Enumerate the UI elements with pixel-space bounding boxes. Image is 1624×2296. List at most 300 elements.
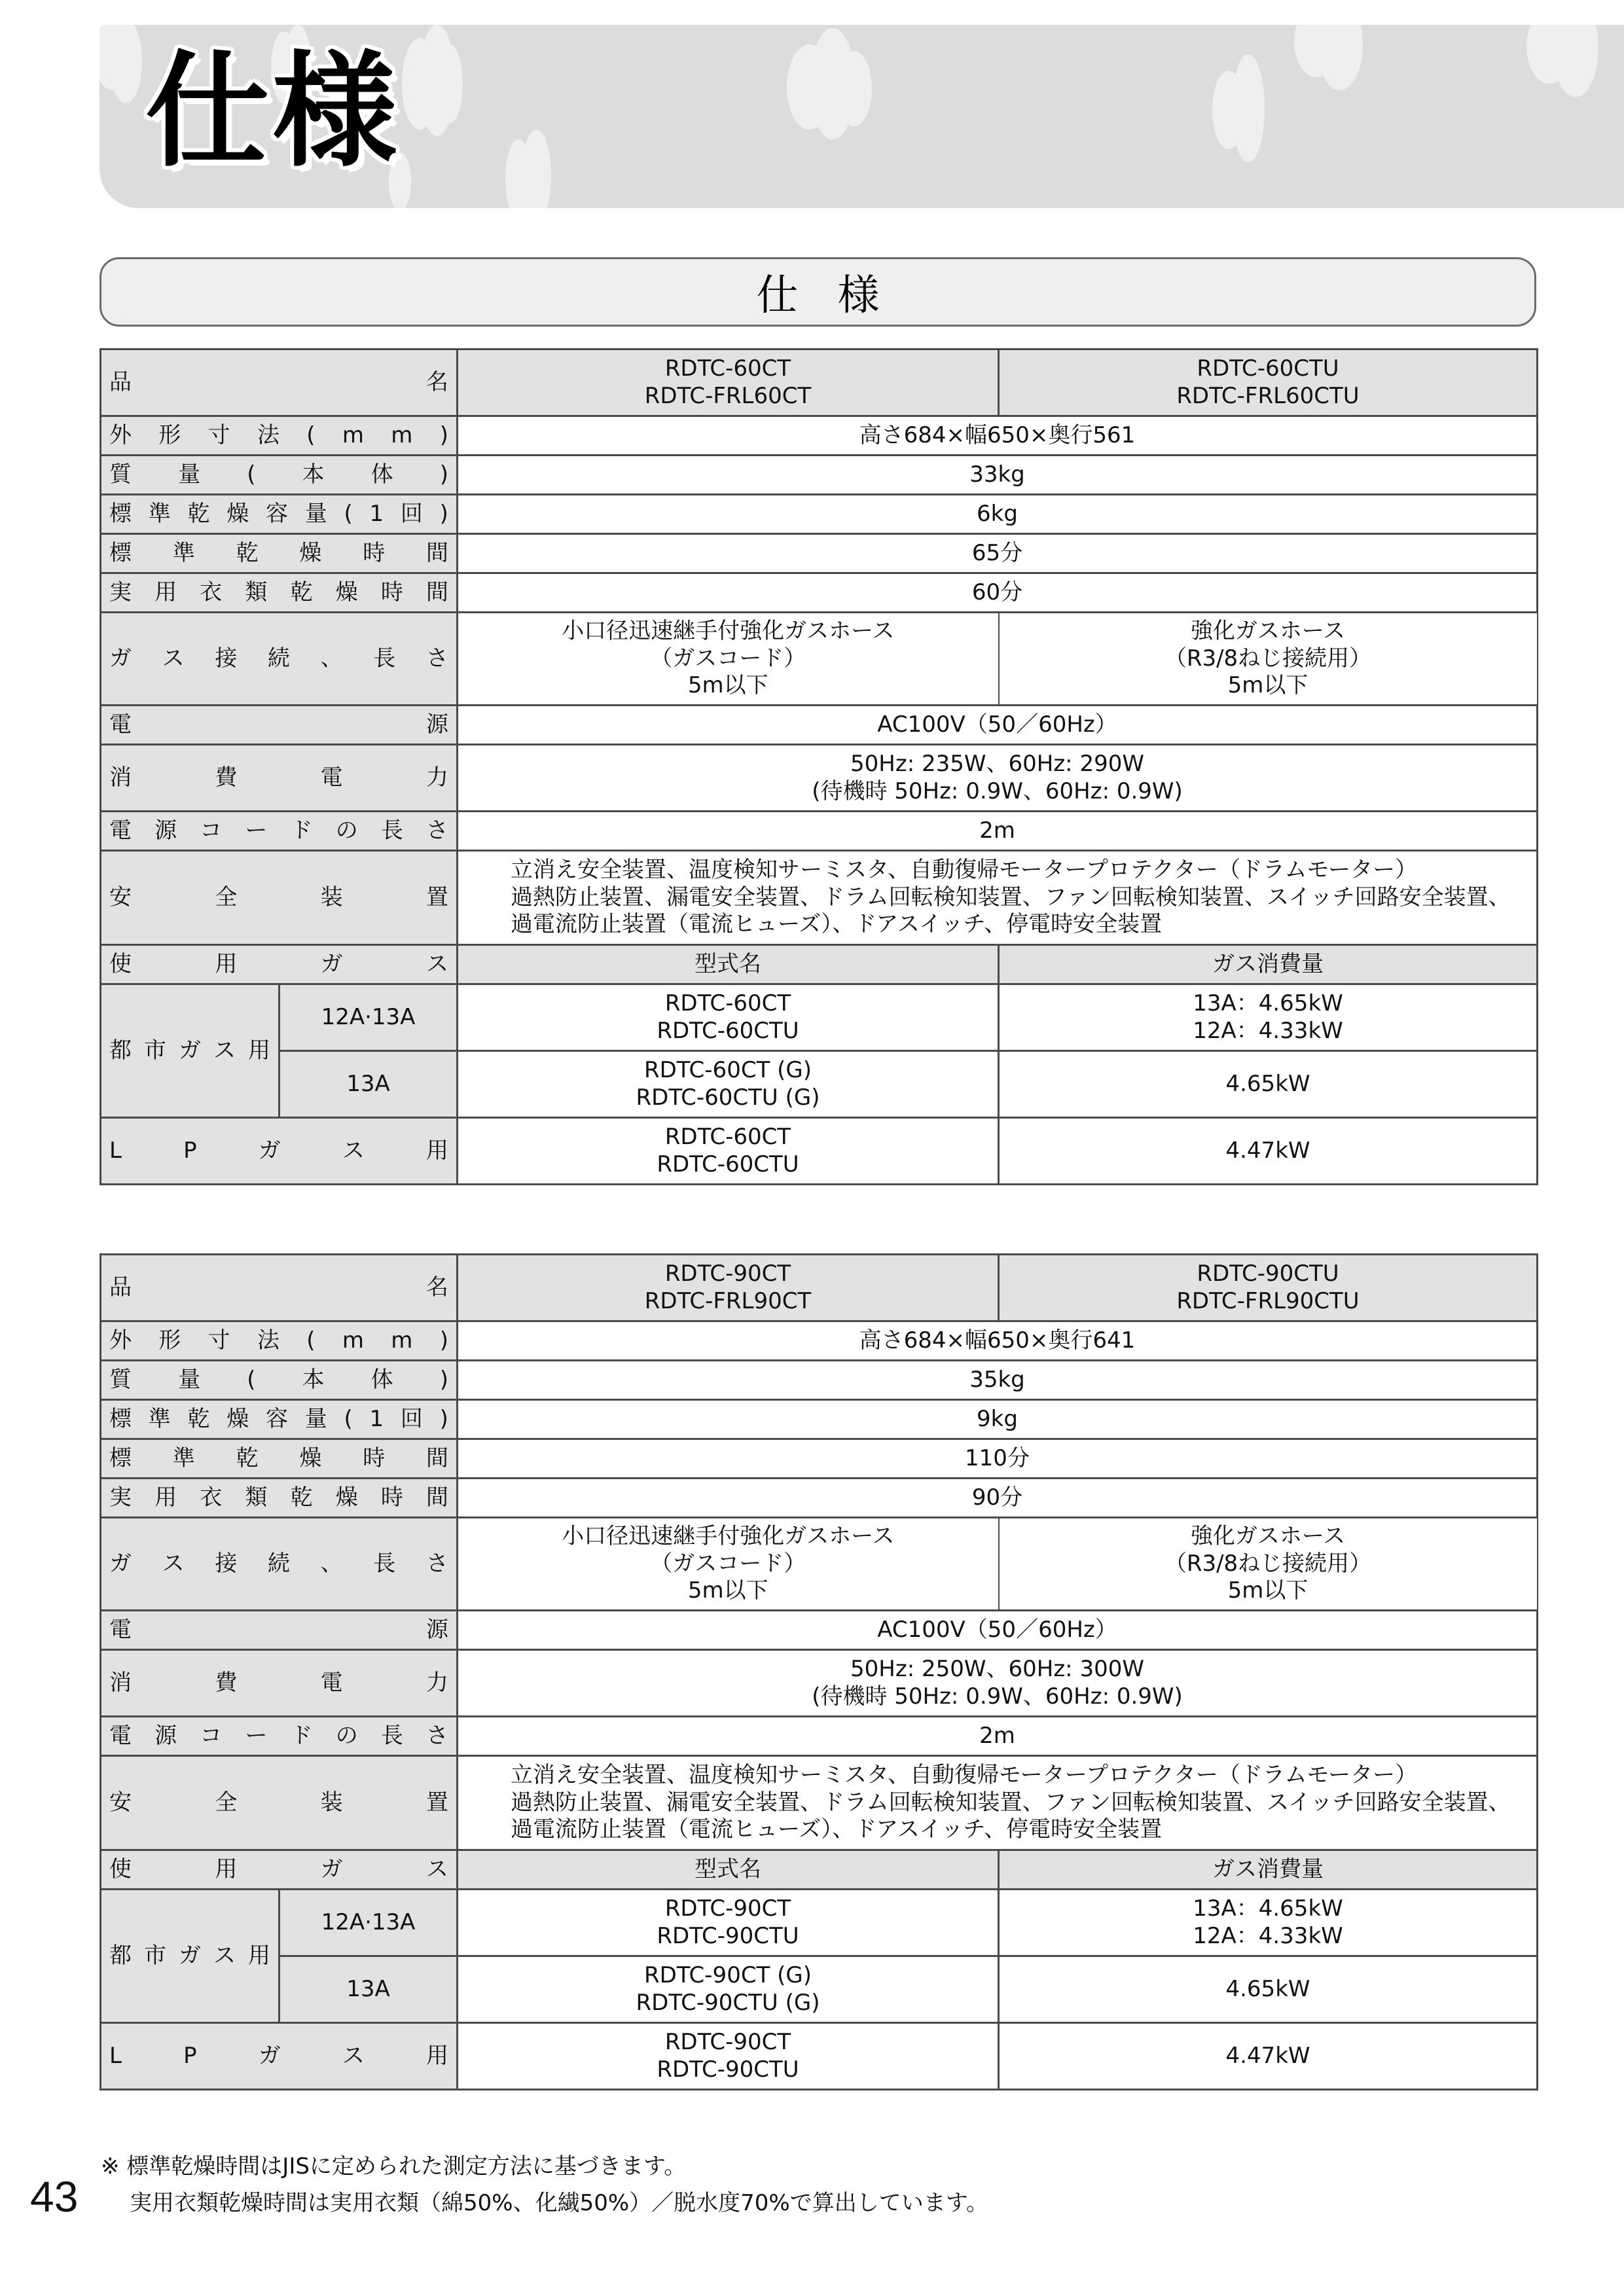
label-char: 質 xyxy=(109,1366,132,1393)
row-capacity xyxy=(101,495,1538,534)
label-char: m xyxy=(342,422,364,448)
label-char: ガ xyxy=(179,1942,201,1969)
label-char: ) xyxy=(439,500,448,527)
label-char: 量 xyxy=(304,500,327,527)
dimensions-label-chars xyxy=(109,1327,448,1354)
text-line: 小口径迅速継手付強化ガスホース xyxy=(562,1523,895,1550)
label-char: 長 xyxy=(380,1722,403,1749)
row-lp-gas xyxy=(101,2023,1538,2090)
model-name: RDTC-FRL60CT xyxy=(644,382,812,409)
power-consumption-label xyxy=(101,745,458,812)
model-name: RDTC-90CTU xyxy=(1197,1261,1339,1287)
row-power-source xyxy=(101,706,1538,745)
text-line: 5m以下 xyxy=(687,1577,768,1604)
safety-devices-value xyxy=(458,851,1538,945)
cloud-decoration xyxy=(1232,54,1265,162)
model-name: RDTC-60CTU (G) xyxy=(636,1084,820,1111)
model-name: RDTC-60CTU xyxy=(657,1151,799,1177)
row-gas-connection xyxy=(101,613,1538,706)
label-char: ス xyxy=(342,1137,365,1164)
label-char: m xyxy=(342,1327,364,1354)
weight-label-chars xyxy=(109,1367,448,1393)
product-name-label-chars xyxy=(109,1274,448,1301)
label-char: 用 xyxy=(248,1037,270,1064)
model-name: RDTC-FRL60CTU xyxy=(1176,382,1360,409)
label-char: 時 xyxy=(363,539,386,566)
standard-drying-time-label xyxy=(101,1439,458,1479)
label-char: 源 xyxy=(154,1722,177,1749)
label-char: 外 xyxy=(109,1327,132,1354)
label-char: 質 xyxy=(109,461,132,488)
row-product-name xyxy=(101,1255,1538,1321)
model-name: RDTC-60CTU xyxy=(657,1017,799,1044)
power-source-label-chars xyxy=(109,1617,448,1643)
label-char: 接 xyxy=(215,645,238,672)
label-char: ) xyxy=(439,1327,448,1354)
spec-table-60 xyxy=(99,348,1538,1185)
label-char: 使 xyxy=(109,950,132,977)
label-char: 容 xyxy=(266,1405,288,1432)
section-title: 仕様 xyxy=(756,272,919,320)
label-char: 標 xyxy=(109,1444,132,1471)
label-char: 源 xyxy=(154,817,177,844)
dimensions-label-chars xyxy=(109,422,448,449)
label-char: 法 xyxy=(257,1327,280,1354)
standard-drying-time-value: 65分 xyxy=(458,534,1538,573)
row-gas-type-header xyxy=(101,1850,1538,1890)
label-char: 間 xyxy=(425,539,448,566)
text-line: (待機時 50Hz: 0.9W、60Hz: 0.9W) xyxy=(812,778,1183,804)
label-char: 量 xyxy=(178,1366,201,1393)
product-name-label xyxy=(101,1255,458,1321)
header-band xyxy=(99,25,1624,208)
label-char: 乾 xyxy=(290,579,313,605)
safety-devices-label xyxy=(101,1756,458,1850)
gas-consumption-cell: 4.65kW xyxy=(999,1956,1538,2023)
row-city-gas-12a13a xyxy=(101,1890,1538,1956)
cord-length-label-chars xyxy=(109,817,448,844)
model-name: RDTC-90CTU xyxy=(657,2056,799,2083)
standard-drying-time-label-chars xyxy=(109,1445,448,1472)
spec-table-90 xyxy=(99,1253,1538,2090)
text-line: 立消え安全装置、温度検知サーミスタ、自動復帰モータープロテクター（ドラムモーター） xyxy=(511,857,1418,884)
text-line: 50Hz: 250W、60Hz: 300W xyxy=(850,1656,1144,1683)
gas-subtype: 13A xyxy=(280,1956,458,2023)
power-consumption-label xyxy=(101,1650,458,1717)
label-char: 電 xyxy=(109,817,132,844)
model-name: RDTC-90CT xyxy=(664,1895,791,1922)
model-name: RDTC-60CTU xyxy=(1197,355,1339,382)
label-char: 間 xyxy=(425,1444,448,1471)
cloud-decoration xyxy=(522,130,551,208)
label-char: 時 xyxy=(363,1444,386,1471)
power-source-label xyxy=(101,706,458,745)
label-char: さ xyxy=(425,1722,448,1749)
gas-model-cell xyxy=(458,984,999,1051)
label-char: ス xyxy=(425,950,448,977)
practical-drying-time-value: 60分 xyxy=(458,573,1538,613)
cloud-decoration xyxy=(1553,25,1598,97)
label-char: ド xyxy=(290,1722,313,1749)
city-gas-label-chars xyxy=(109,1943,270,1969)
label-char: 安 xyxy=(109,1789,132,1816)
label-char: P xyxy=(183,1137,197,1164)
gas-consumption-cell: 4.47kW xyxy=(999,2023,1538,2090)
label-char: P xyxy=(183,2042,197,2069)
label-char: コ xyxy=(200,817,223,844)
label-char: 、 xyxy=(320,645,343,672)
city-gas-label-chars xyxy=(109,1037,270,1064)
label-char: 容 xyxy=(266,500,288,527)
label-char: 名 xyxy=(426,368,448,395)
gas-model-cell xyxy=(458,1118,999,1185)
label-char: 体 xyxy=(370,461,393,488)
label-char: 標 xyxy=(109,1405,132,1432)
model-type-header: 型式名 xyxy=(458,1850,999,1890)
dimensions-label xyxy=(101,1321,458,1361)
label-char: 電 xyxy=(320,1669,343,1696)
label-char: ド xyxy=(290,817,313,844)
label-char: ( xyxy=(247,1366,256,1393)
label-char: 燥 xyxy=(335,1484,358,1511)
power-consumption-value xyxy=(458,745,1538,812)
section-header xyxy=(99,257,1536,327)
label-char: 燥 xyxy=(226,1405,249,1432)
model-name: RDTC-FRL90CTU xyxy=(1176,1287,1360,1314)
label-char: ス xyxy=(213,1037,236,1064)
label-char: ( xyxy=(344,500,353,527)
label-char: ガ xyxy=(258,2042,281,2069)
standard-drying-time-label xyxy=(101,534,458,573)
note-line-2: 実用衣類乾燥時間は実用衣類（綿50%、化繊50%）／脱水度70%で算出しています。 xyxy=(130,2190,988,2216)
text-line: （ガスコード） xyxy=(650,645,806,672)
label-char: ガ xyxy=(320,1856,343,1882)
standard-drying-time-value: 110分 xyxy=(458,1439,1538,1479)
label-char: 費 xyxy=(215,764,238,791)
standard-drying-time-label-chars xyxy=(109,540,448,567)
label-char: 乾 xyxy=(236,539,259,566)
label-char: ガ xyxy=(320,950,343,977)
label-char: ( xyxy=(306,422,316,448)
label-char: ス xyxy=(213,1942,236,1969)
row-power-source xyxy=(101,1611,1538,1650)
label-char: ( xyxy=(306,1327,316,1354)
label-char: 名 xyxy=(426,1274,448,1300)
gas-consumption-header: ガス消費量 xyxy=(999,945,1538,984)
label-char: ) xyxy=(439,1405,448,1432)
model-cell-1 xyxy=(458,1255,999,1321)
label-char: 準 xyxy=(172,1444,195,1471)
text-line: 立消え安全装置、温度検知サーミスタ、自動復帰モータープロテクター（ドラムモーター） xyxy=(511,1762,1418,1789)
label-char: 衣 xyxy=(200,1484,223,1511)
row-practical-drying-time xyxy=(101,573,1538,613)
label-char: 用 xyxy=(215,1856,238,1882)
weight-label-chars xyxy=(109,461,448,488)
label-char: 寸 xyxy=(208,422,230,448)
gas-connection-label xyxy=(101,613,458,706)
label-char: 回 xyxy=(400,1405,423,1432)
gas-consumption-cell xyxy=(999,1890,1538,1956)
label-char: さ xyxy=(425,1550,448,1577)
text-line: (待機時 50Hz: 0.9W、60Hz: 0.9W) xyxy=(812,1683,1183,1710)
label-char: 量 xyxy=(304,1405,327,1432)
weight-label xyxy=(101,1361,458,1400)
label-char: 実 xyxy=(109,579,132,605)
label-char: 源 xyxy=(426,711,448,738)
label-char: ス xyxy=(162,1550,185,1577)
row-city-gas-13a xyxy=(101,1956,1538,2023)
label-char: 衣 xyxy=(200,579,223,605)
model-name: RDTC-90CT (G) xyxy=(643,1962,812,1989)
label-char: 装 xyxy=(320,1789,343,1816)
text-line: （ガスコード） xyxy=(650,1550,806,1577)
label-char: 本 xyxy=(302,461,325,488)
text-line: 強化ガスホース xyxy=(1190,1523,1346,1550)
label-char: 電 xyxy=(109,1722,132,1749)
capacity-label-chars xyxy=(109,501,448,528)
gas-model-cell xyxy=(458,1956,999,2023)
label-char: ガ xyxy=(179,1037,201,1064)
power-source-label xyxy=(101,1611,458,1650)
gas-consumption-header: ガス消費量 xyxy=(999,1850,1538,1890)
label-char: ( xyxy=(247,461,256,488)
cord-length-label xyxy=(101,1717,458,1756)
text-line: 過電流防止装置（電流ヒューズ）、ドアスイッチ、停電時安全装置 xyxy=(511,911,1163,938)
label-char: 時 xyxy=(380,579,403,605)
weight-label xyxy=(101,456,458,495)
label-char: ) xyxy=(439,1366,448,1393)
note-line-1: ※ 標準乾燥時間はJISに定められた測定方法に基づきます。 xyxy=(101,2153,687,2179)
product-name-label xyxy=(101,350,458,416)
label-char: ー xyxy=(245,1722,268,1749)
power-consumption-label-chars xyxy=(109,764,448,791)
label-char: 乾 xyxy=(290,1484,313,1511)
cloud-decoration xyxy=(1317,25,1363,90)
page-number: 43 xyxy=(30,2172,79,2221)
label-char: 体 xyxy=(370,1366,393,1393)
gas-model-cell xyxy=(458,1051,999,1118)
consumption-value: 13A：4.65kW xyxy=(1193,990,1343,1017)
practical-drying-time-value: 90分 xyxy=(458,1479,1538,1518)
label-char: 力 xyxy=(425,1669,448,1696)
text-line: 過熱防止装置、漏電安全装置、ドラム回転検知装置、ファン回転検知装置、スイッチ回路安全装置、 xyxy=(511,1789,1511,1816)
row-dimensions xyxy=(101,416,1538,456)
label-char: 標 xyxy=(109,539,132,566)
label-char: 源 xyxy=(426,1616,448,1643)
row-weight xyxy=(101,456,1538,495)
cord-length-label-chars xyxy=(109,1723,448,1749)
text-line: 5m以下 xyxy=(1227,672,1308,699)
label-char: 力 xyxy=(425,764,448,791)
dimensions-label xyxy=(101,416,458,456)
label-char: 用 xyxy=(154,579,177,605)
safety-devices-label xyxy=(101,851,458,945)
cloud-decoration xyxy=(109,25,142,103)
safety-devices-value xyxy=(458,1756,1538,1850)
text-line: 過電流防止装置（電流ヒューズ）、ドアスイッチ、停電時安全装置 xyxy=(511,1816,1163,1843)
power-source-value: AC100V（50／60Hz） xyxy=(458,706,1538,745)
gas-connection-label xyxy=(101,1518,458,1611)
label-char: 量 xyxy=(178,461,201,488)
lp-gas-label xyxy=(101,2023,458,2090)
gas-model-cell xyxy=(458,1890,999,1956)
cord-length-label xyxy=(101,812,458,851)
gas-connection-label-chars xyxy=(109,1551,448,1577)
label-char: 類 xyxy=(245,579,268,605)
text-line: （R3/8ねじ接続用） xyxy=(1164,645,1372,672)
label-char: 接 xyxy=(215,1550,238,1577)
row-power-consumption xyxy=(101,745,1538,812)
city-gas-label xyxy=(101,1890,280,2023)
label-char: ) xyxy=(439,422,448,448)
label-char: 本 xyxy=(302,1366,325,1393)
gas-type-label-chars xyxy=(109,1856,448,1883)
gas-connection-value-2 xyxy=(999,1518,1538,1611)
label-char: 形 xyxy=(158,1327,181,1354)
cloud-decoration xyxy=(836,51,872,126)
label-char: 燥 xyxy=(299,539,322,566)
gas-connection-label-chars xyxy=(109,645,448,672)
label-char: 使 xyxy=(109,1856,132,1882)
label-char: 準 xyxy=(148,1405,171,1432)
label-char: 置 xyxy=(425,1789,448,1816)
lp-gas-label-chars xyxy=(109,1138,448,1164)
label-char: m xyxy=(391,422,413,448)
consumption-value: 13A：4.65kW xyxy=(1193,1895,1343,1922)
dimensions-value: 高さ684×幅650×奥行561 xyxy=(458,416,1538,456)
label-char: 時 xyxy=(380,1484,403,1511)
label-char: 標 xyxy=(109,500,132,527)
text-line: 小口径迅速継手付強化ガスホース xyxy=(562,618,895,645)
gas-consumption-cell: 4.65kW xyxy=(999,1051,1538,1118)
text-line: 5m以下 xyxy=(1227,1577,1308,1604)
gas-subtype: 12A·13A xyxy=(280,1890,458,1956)
label-char: 長 xyxy=(373,1550,396,1577)
model-name: RDTC-FRL90CT xyxy=(644,1287,812,1314)
row-practical-drying-time xyxy=(101,1479,1538,1518)
label-char: 都 xyxy=(109,1037,132,1064)
label-char: 類 xyxy=(245,1484,268,1511)
model-name: RDTC-90CTU xyxy=(657,1922,799,1949)
capacity-label xyxy=(101,1400,458,1439)
model-cell-1 xyxy=(458,350,999,416)
row-city-gas-12a13a xyxy=(101,984,1538,1051)
label-char: L xyxy=(109,1137,122,1164)
label-char: 外 xyxy=(109,422,132,448)
label-char: さ xyxy=(425,645,448,672)
label-char: 用 xyxy=(215,950,238,977)
row-power-consumption xyxy=(101,1650,1538,1717)
row-safety-devices xyxy=(101,851,1538,945)
label-char: 、 xyxy=(320,1550,343,1577)
city-gas-label xyxy=(101,984,280,1118)
capacity-label-chars xyxy=(109,1406,448,1433)
model-name: RDTC-90CT xyxy=(664,2029,791,2056)
gas-consumption-cell xyxy=(999,984,1538,1051)
row-standard-drying-time xyxy=(101,1439,1538,1479)
text-line: 過熱防止装置、漏電安全装置、ドラム回転検知装置、ファン回転検知装置、スイッチ回路安全装置、 xyxy=(511,884,1511,910)
row-gas-type-header xyxy=(101,945,1538,984)
label-char: 都 xyxy=(109,1942,132,1969)
label-char: 電 xyxy=(109,1616,132,1643)
label-char: ガ xyxy=(109,1550,132,1577)
label-char: ス xyxy=(425,1856,448,1882)
cord-length-value: 2m xyxy=(458,812,1538,851)
label-char: 電 xyxy=(320,764,343,791)
safety-devices-label-chars xyxy=(109,884,448,911)
gas-type-label-chars xyxy=(109,951,448,978)
label-char: 電 xyxy=(109,711,132,738)
row-city-gas-13a xyxy=(101,1051,1538,1118)
dimensions-value: 高さ684×幅650×奥行641 xyxy=(458,1321,1538,1361)
label-char: 間 xyxy=(425,1484,448,1511)
label-char: ス xyxy=(342,2042,365,2069)
cloud-decoration xyxy=(437,45,463,123)
label-char: ー xyxy=(245,817,268,844)
label-char: ガ xyxy=(258,1137,281,1164)
row-safety-devices xyxy=(101,1756,1538,1850)
row-capacity xyxy=(101,1400,1538,1439)
label-char: 費 xyxy=(215,1669,238,1696)
gas-connection-value-1 xyxy=(458,1518,999,1611)
label-char: 寸 xyxy=(208,1327,230,1354)
model-name: RDTC-60CT xyxy=(664,1124,791,1151)
row-lp-gas xyxy=(101,1118,1538,1185)
label-char: 長 xyxy=(373,645,396,672)
row-cord-length xyxy=(101,1717,1538,1756)
label-char: 準 xyxy=(172,539,195,566)
weight-value: 33kg xyxy=(458,456,1538,495)
label-char: 全 xyxy=(215,884,238,910)
row-cord-length xyxy=(101,812,1538,851)
practical-drying-time-label-chars xyxy=(109,579,448,606)
label-char: 用 xyxy=(425,1137,448,1164)
label-char: 続 xyxy=(267,1550,290,1577)
label-char: 市 xyxy=(144,1037,166,1064)
label-char: 燥 xyxy=(335,579,358,605)
label-char: 用 xyxy=(248,1942,270,1969)
weight-value: 35kg xyxy=(458,1361,1538,1400)
row-gas-connection xyxy=(101,1518,1538,1611)
cord-length-value: 2m xyxy=(458,1717,1538,1756)
label-char: コ xyxy=(200,1722,223,1749)
gas-subtype: 12A·13A xyxy=(280,984,458,1051)
label-char: 続 xyxy=(267,645,290,672)
label-char: 燥 xyxy=(226,500,249,527)
power-source-value: AC100V（50／60Hz） xyxy=(458,1611,1538,1650)
gas-type-label xyxy=(101,945,458,984)
label-char: m xyxy=(391,1327,413,1354)
label-char: 消 xyxy=(109,764,132,791)
label-char: 1 xyxy=(369,1405,384,1432)
label-char: 1 xyxy=(369,500,384,527)
label-char: 装 xyxy=(320,884,343,910)
label-char: 間 xyxy=(425,579,448,605)
model-cell-2 xyxy=(999,350,1538,416)
label-char: 実 xyxy=(109,1484,132,1511)
power-source-label-chars xyxy=(109,711,448,738)
gas-type-label xyxy=(101,1850,458,1890)
label-char: さ xyxy=(425,817,448,844)
label-char: 市 xyxy=(144,1942,166,1969)
text-line: 5m以下 xyxy=(687,672,768,699)
label-char: 品 xyxy=(109,1274,132,1300)
text-line: 強化ガスホース xyxy=(1190,618,1346,645)
label-char: ガ xyxy=(109,645,132,672)
label-char: L xyxy=(109,2042,122,2069)
label-char: 長 xyxy=(380,817,403,844)
row-standard-drying-time xyxy=(101,534,1538,573)
